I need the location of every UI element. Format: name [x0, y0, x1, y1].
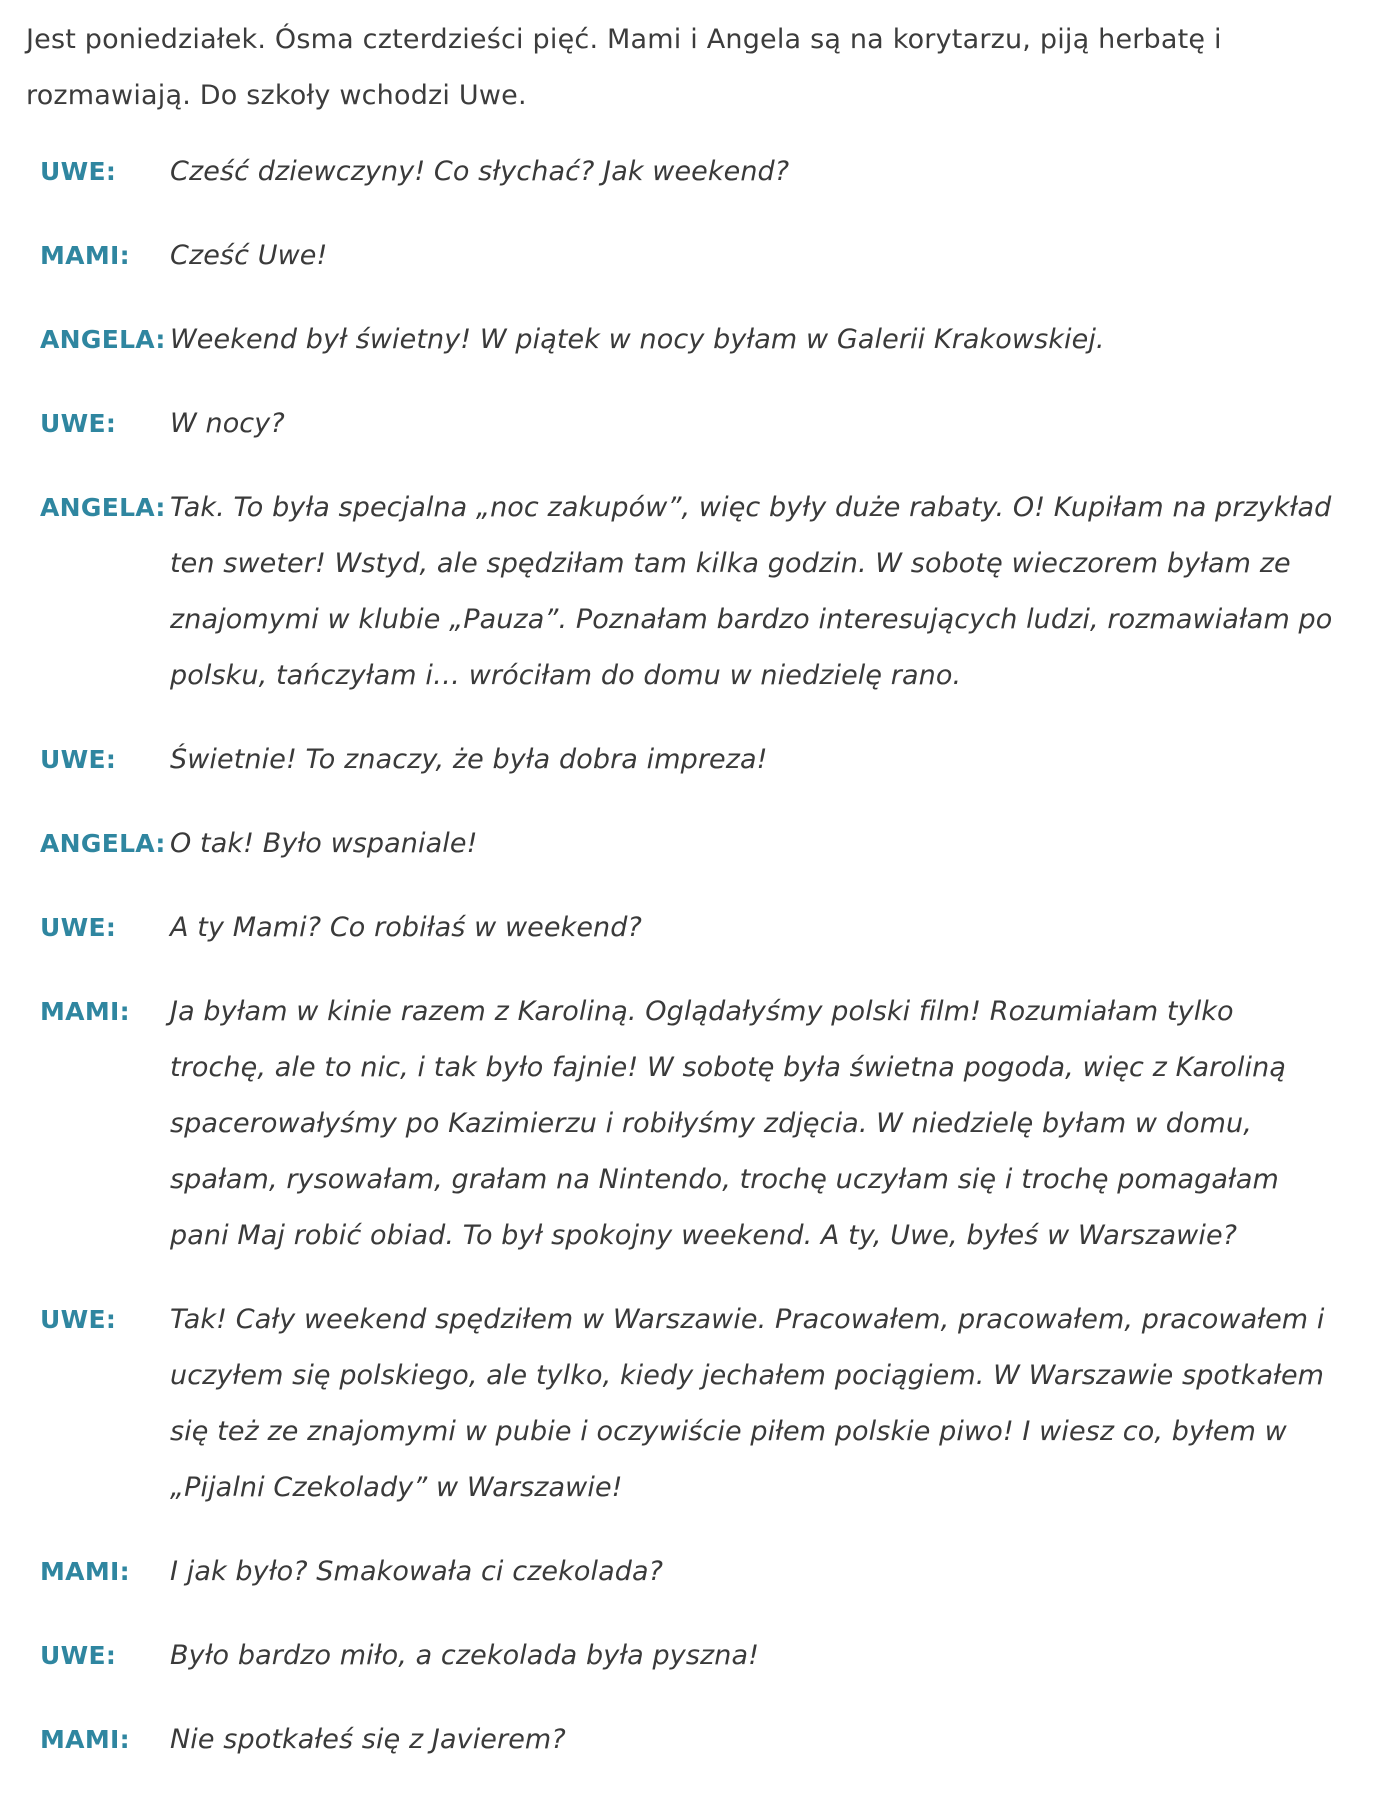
speech-text: Cześć Uwe!	[170, 240, 328, 271]
speech-text: Nie spotkałeś się z Javierem?	[170, 1724, 566, 1755]
dialogue-line	[26, 312, 1356, 368]
speech-text: Tak! Cały weekend spędziłem w Warszawie. Pracowałem, pracowałem, pracowałem i uczyłem się polskiego, ale tylko, kiedy jechałem pociągiem. W Warszawie spotkałem się też ze znajomymi w pubie i oczywiście piłem polskie piwo! I wiesz co, byłem w „Pijalni Czekolady” w Warszawie!	[170, 1304, 1325, 1503]
speaker-label: ANGELA:	[40, 325, 166, 354]
dialogue-line	[26, 1292, 1356, 1516]
speaker-label: UWE:	[40, 409, 117, 438]
dialogue-line	[26, 144, 1356, 200]
speaker-label: MAMI:	[40, 997, 130, 1026]
speaker-label: MAMI:	[40, 241, 130, 270]
speech-text: Ja byłam w kinie razem z Karoliną. Oglądałyśmy polski film! Rozumiałam tylko trochę, ale to nic, i tak było fajnie! W sobotę była świetna pogoda, więc z Karoliną spacerowałyśmy po Kazimierzu i robiłyśmy zdjęcia. W niedzielę byłam w domu, spałam, rysowałam, grałam na Nintendo, trochę uczyłam się i trochę pomagałam pani Maj robić obiad. To był spokojny weekend. A ty, Uwe, byłeś w Warszawie?	[170, 996, 1286, 1251]
speech-text: W nocy?	[170, 408, 285, 439]
dialogue-line	[26, 900, 1356, 956]
speaker-label: UWE:	[40, 157, 117, 186]
speech-text: Weekend był świetny! W piątek w nocy byłam w Galerii Krakowskiej.	[170, 324, 1105, 355]
speech-text: I jak było? Smakowała ci czekolada?	[170, 1556, 664, 1587]
dialogue	[26, 144, 1356, 1768]
speech-text: Świetnie! To znaczy, że była dobra impreza!	[170, 744, 768, 775]
speaker-label: UWE:	[40, 1305, 117, 1334]
dialogue-line	[26, 732, 1356, 788]
dialogue-line	[26, 1544, 1356, 1600]
speech-text: Było bardzo miło, a czekolada była pyszna!	[170, 1640, 760, 1671]
dialogue-line	[26, 816, 1356, 872]
dialogue-line	[26, 228, 1356, 284]
speaker-label: UWE:	[40, 913, 117, 942]
dialogue-line	[26, 480, 1356, 704]
speaker-label: UWE:	[40, 745, 117, 774]
speech-text: Cześć dziewczyny! Co słychać? Jak weekend?	[170, 156, 790, 187]
dialogue-line	[26, 1712, 1356, 1768]
speaker-label: ANGELA:	[40, 493, 166, 522]
intro-paragraph: Jest poniedziałek. Ósma czterdzieści pięć. Mami i Angela są na korytarzu, piją herbatę i rozmawiają. Do szkoły wchodzi Uwe.	[26, 24, 1222, 111]
dialogue-line	[26, 984, 1356, 1264]
dialogue-line	[26, 396, 1356, 452]
speaker-label: UWE:	[40, 1641, 117, 1670]
speaker-label: MAMI:	[40, 1557, 130, 1586]
speaker-label: MAMI:	[40, 1725, 130, 1754]
speech-text: A ty Mami? Co robiłaś w weekend?	[170, 912, 642, 943]
speech-text: O tak! Było wspaniale!	[170, 828, 478, 859]
document-page	[26, 12, 1356, 1796]
speaker-label: ANGELA:	[40, 829, 166, 858]
speech-text: Tak. To była specjalna „noc zakupów”, więc były duże rabaty. O! Kupiłam na przykład ten sweter! Wstyd, ale spędziłam tam kilka godzin. W sobotę wieczorem byłam ze znajomymi w klubie „Pauza”. Poznałam bardzo interesujących ludzi, rozmawiałam po polsku, tańczyłam i… wróciłam do domu w niedzielę rano.	[170, 492, 1333, 691]
dialogue-line	[26, 1628, 1356, 1684]
